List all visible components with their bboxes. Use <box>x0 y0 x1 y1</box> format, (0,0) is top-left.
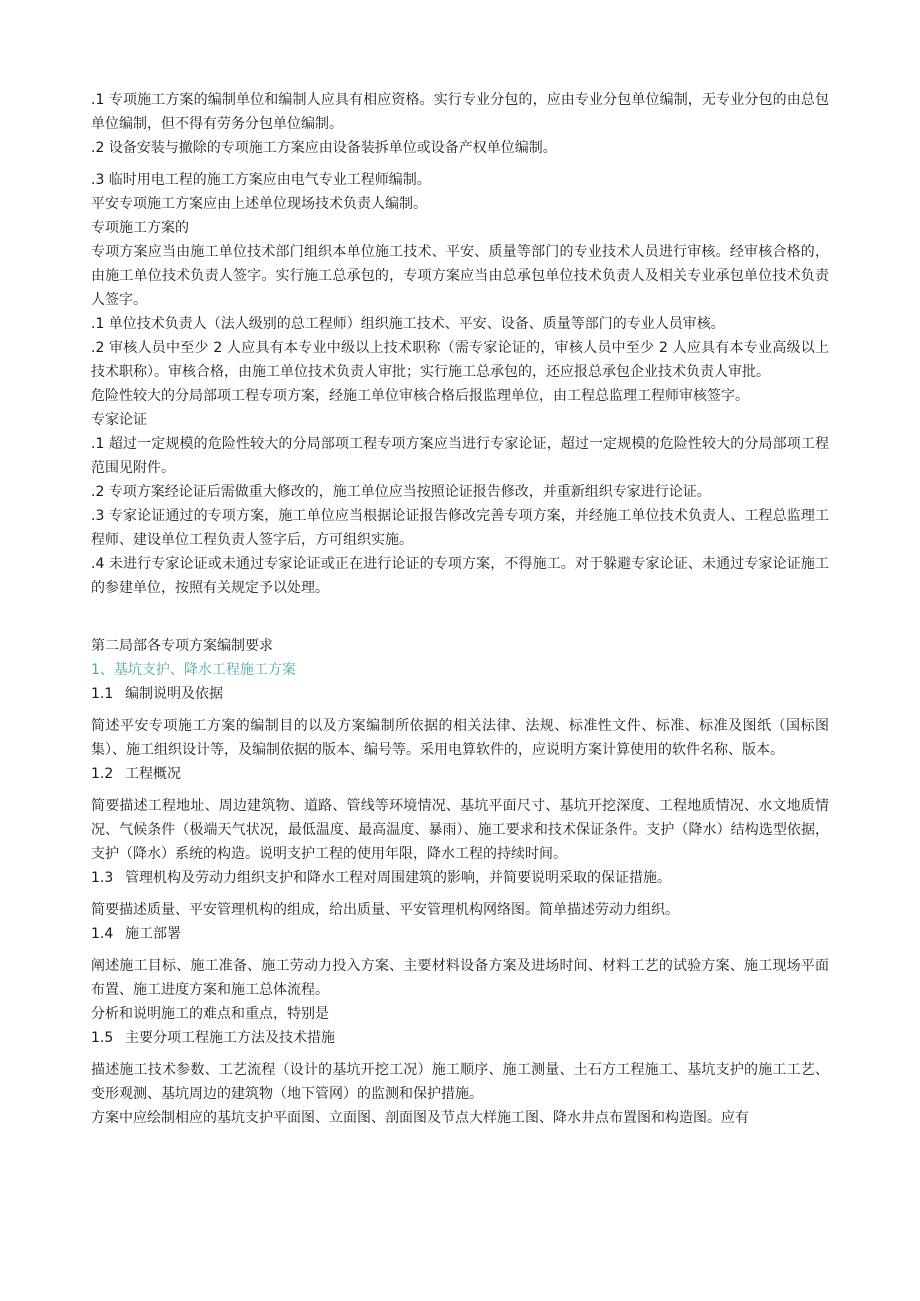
paragraph: 方案中应绘制相应的基坑支护平面图、立面图、剖面图及节点大样施工图、降水井点布置图和构造图。应有 <box>91 1110 749 1126</box>
paragraph: 平安专项施工方案应由上述单位现场技术负责人编制。 <box>91 196 427 212</box>
paragraph: 专家论证 <box>91 412 147 428</box>
paragraph: 简述平安专项施工方案的编制目的以及方案编制所依据的相关法律、法规、标准性文件、标准、标准及图纸（国标图集）、施工组织设计等，及编制依据的版本、编号等。采用电算软件的，应说明方案计算使用的软件名称、版本。 <box>91 718 829 758</box>
part-title: 第二局部各专项方案编制要求 <box>91 638 273 654</box>
paragraph: 简要描述质量、平安管理机构的组成，给出质量、平安管理机构网络图。简单描述劳动力组织。 <box>91 902 679 918</box>
section-title: 编制说明及依据 <box>125 686 223 702</box>
section-heading-1-1 <box>91 682 829 706</box>
section-heading-1-5 <box>91 1026 829 1050</box>
paragraph: 专项施工方案的 <box>91 220 189 236</box>
section-number: 1.1 <box>91 686 114 702</box>
section-number: 1.4 <box>91 926 114 942</box>
section-title: 施工部署 <box>125 926 181 942</box>
paragraph: .1 专项施工方案的编制单位和编制人应具有相应资格。实行专业分包的，应由专业分包单位编制，无专业分包的由总包单位编制，但不得有劳务分包单位编制。 <box>91 92 829 132</box>
paragraph: 专项方案应当由施工单位技术部门组织本单位施工技术、平安、质量等部门的专业技术人员进行审核。经审核合格的，由施工单位技术负责人签字。实行施工总承包的，专项方案应当由总承包单位技术负责人及相关专业承包单位技术负责人签字。 <box>91 244 829 308</box>
paragraph: .4 未进行专家论证或未通过专家论证或正在进行论证的专项方案，不得施工。对于躲避专家论证、未通过专家论证施工的参建单位，按照有关规定予以处理。 <box>91 556 829 596</box>
section-title: 主要分项工程施工方法及技术措施 <box>125 1030 335 1046</box>
spacer <box>91 600 829 634</box>
paragraph: .2 设备安装与撤除的专项施工方案应由设备装拆单位或设备产权单位编制。 <box>91 140 557 156</box>
paragraph: .1 超过一定规模的危险性较大的分局部项工程专项方案应当进行专家论证，超过一定规模的危险性较大的分局部项工程范围见附件。 <box>91 436 829 476</box>
paragraph: .2 审核人员中至少 2 人应具有本专业中级以上技术职称（需专家论证的，审核人员中至少 2 人应具有本专业高级以上技术职称）。审核合格，由施工单位技术负责人审批；实行施工总承包的，还应报总承包企业技术负责人审批。 <box>91 340 829 380</box>
paragraph: .1 单位技术负责人（法人级别的总工程师）组织施工技术、平安、设备、质量等部门的专业人员审核。 <box>91 316 725 332</box>
section-heading-1-3 <box>91 866 829 890</box>
section-title: 管理机构及劳动力组织支护和降水工程对周围建筑的影响，并简要说明采取的保证措施。 <box>125 870 671 886</box>
paragraph: .3 临时用电工程的施工方案应由电气专业工程师编制。 <box>91 172 431 188</box>
paragraph: 分析和说明施工的难点和重点，特别是 <box>91 1006 329 1022</box>
section-heading-1-2 <box>91 762 829 786</box>
paragraph: 阐述施工目标、施工准备、施工劳动力投入方案、主要材料设备方案及进场时间、材料工艺的试验方案、施工现场平面布置、施工进度方案和施工总体流程。 <box>91 958 829 998</box>
chapter-heading: 1、基坑支护、降水工程施工方案 <box>91 662 296 678</box>
paragraph: 简要描述工程地址、周边建筑物、道路、管线等环境情况、基坑平面尺寸、基坑开挖深度、工程地质情况、水文地质情况、气候条件（极端天气状况，最低温度、最高温度、暴雨）、施工要求和技术保证条件。支护（降水）结构选型依据，支护（降水）系统的构造。说明支护工程的使用年限，降水工程的持续时间。 <box>91 798 829 862</box>
section-number: 1.5 <box>91 1030 114 1046</box>
section-title: 工程概况 <box>125 766 181 782</box>
section-heading-1-4 <box>91 922 829 946</box>
section-number: 1.3 <box>91 870 114 886</box>
section-number: 1.2 <box>91 766 114 782</box>
paragraph: 危险性较大的分局部项工程专项方案，经施工单位审核合格后报监理单位，由工程总监理工程师审核签字。 <box>91 388 749 404</box>
document-page <box>91 88 829 1130</box>
paragraph: .3 专家论证通过的专项方案，施工单位应当根据论证报告修改完善专项方案，并经施工单位技术负责人、工程总监理工程师、建设单位工程负责人签字后，方可组织实施。 <box>91 508 829 548</box>
paragraph: .2 专项方案经论证后需做重大修改的，施工单位应当按照论证报告修改，并重新组织专家进行论证。 <box>91 484 711 500</box>
paragraph: 描述施工技术参数、工艺流程（设计的基坑开挖工况）施工顺序、施工测量、土石方工程施工、基坑支护的施工工艺、变形观测、基坑周边的建筑物（地下管网）的监测和保护措施。 <box>91 1062 829 1102</box>
